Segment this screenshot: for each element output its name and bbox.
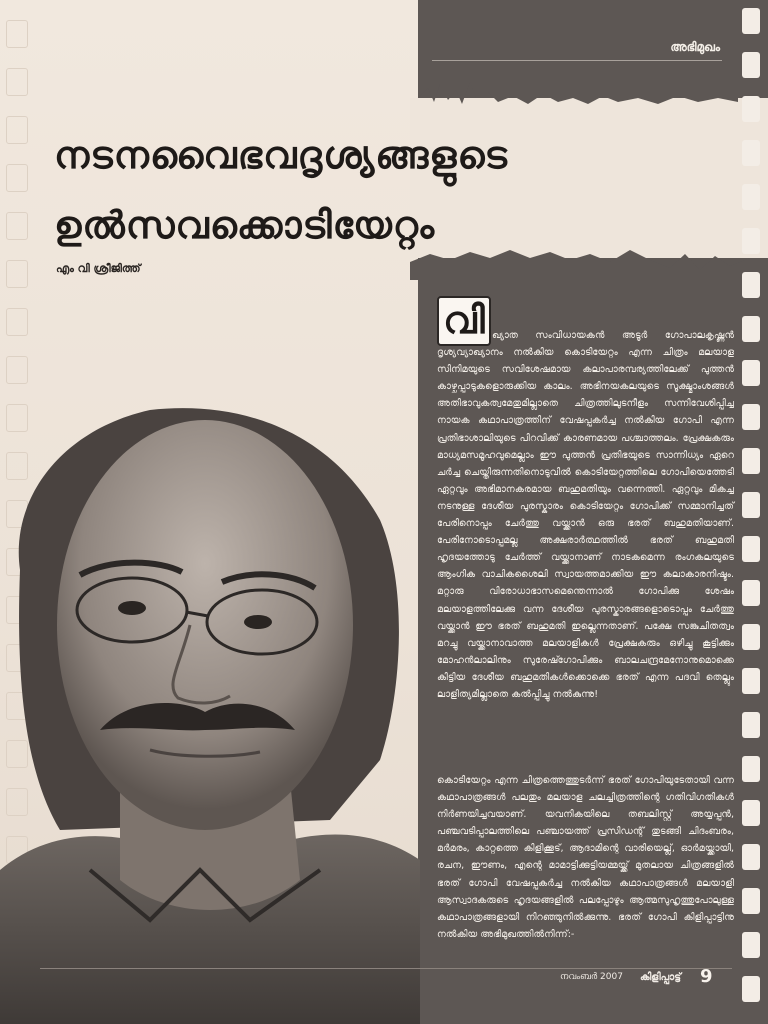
sprocket-hole <box>742 888 760 914</box>
footer-rule <box>40 968 732 969</box>
sprocket-hole <box>742 668 760 694</box>
ghost-sprocket <box>6 260 28 288</box>
sprocket-hole <box>742 932 760 958</box>
sprocket-hole <box>742 360 760 386</box>
headline <box>54 120 734 260</box>
film-sprockets <box>738 0 768 1024</box>
ghost-sprocket <box>6 308 28 336</box>
sprocket-hole <box>742 272 760 298</box>
ghost-sprocket <box>6 356 28 384</box>
portrait-photo <box>0 400 420 1024</box>
ghost-sprocket <box>6 68 28 96</box>
sprocket-hole <box>742 404 760 430</box>
article-paragraph-2: കൊടിയേറ്റം എന്ന ചിത്രത്തെത്തുടർന്ന് ഭരത് ഗോപിയുടേതായി വന്ന കഥാപാത്രങ്ങൾ പലതും മലയാള ചലച്ചിത്രത്തിന്റെ ഗതിവിഗതികൾ നിർണയിച്ചവയാണ്. യവനികയിലെ തബലിസ്റ്റ് അയ്യപ്പൻ, പഞ്ചവടിപ്പാലത്തിലെ പഞ്ചായത്ത് പ്രസിഡന്റ് തുടങ്ങി ചിദംബരം, മർമരം, കാറ്റത്തെ കിളിക്കൂട്, ആദാമിന്റെ വാരിയെല്ല്, ഓർമയ്ക്കായി, രചന, ഈണം, എന്റെ മാമാട്ടിക്കുട്ടിയമ്മയ്ക്ക് മുതലായ ചിത്രങ്ങളിൽ ഭരത് ഗോപി വേഷപ്പകർച്ച നൽകിയ കഥാപാത്രങ്ങൾ മലയാളി ആസ്വാദകരുടെ ഹൃദയങ്ങളിൽ പലപ്പോഴും ആത്മസുഹൃത്തുപോലുള്ള കഥാപാത്രങ്ങളായി നിറഞ്ഞുനിൽക്കുന്നു. ഭരത് ഗോപി കിളിപ്പാട്ടിനു നൽകിയ അഭിമുഖത്തിൽനിന്ന്:- <box>437 775 734 940</box>
sprocket-hole <box>742 448 760 474</box>
section-label: അഭിമുഖം <box>670 40 720 54</box>
article-paragraph-1: ഖ്യാത സംവിധായകൻ അടൂർ ഗോപാലകൃഷ്ണൻ ദൃശ്യവ്യാഖ്യാനം നൽകിയ കൊടിയേറ്റം എന്ന ചിത്രം മലയാള സിനിമയുടെ സവിശേഷമായ കലാപാരമ്പര്യത്തിലേക്ക് പുത്തൻ കാഴ്ചപ്പാടുകളൊരുക്കിയ കാലം. അഭിനയകലയുടെ സൂക്ഷ്മാംശങ്ങൾ അതിഭാവുകത്വമേതുമില്ലാതെ ചിത്രത്തിലുടനീളം സന്നിവേശിപ്പിച്ച നായക കഥാപാത്രത്തിന് വേഷപ്പകർച്ച നൽകിയ ഗോപി എന്ന പ്രതിഭാശാലിയുടെ പിറവിക്ക് കാരണമായ പശ്ചാത്തലം. പ്രേക്ഷകരും മാധ്യമസമൂഹവുമെല്ലാം ഈ പുത്തൻ പ്രതിഭയുടെ സാന്നിധ്യം ഏറെ ചർച്ച ചെയ്തിരുന്നതിനൊടുവിൽ കൊടിയേറ്റത്തിലെ ഗോപിയെത്തേടി ഏറ്റവും അഭിമാനകരമായ ബഹുമതിയും വന്നെത്തി. ഏറ്റവും മികച്ച നടനുള്ള ദേശീയ പുരസ്കാരം കൊടിയേറ്റം ഗോപിക്ക് സമ്മാനിച്ചത് പേരിനൊപ്പം ചേർത്തു വയ്ക്കാൻ ഒരു ഭരത് ബഹുമതിയാണ്. പേരിനോടൊപ്പമല്ല അക്ഷരാർത്ഥത്തിൽ ഭരത് ബഹുമതി ഹൃദയത്തോടു ചേർത്ത് വയ്ക്കാനാണ് നാടകമെന്ന രംഗകലയുടെ ആംഗിക വാചികശൈലി സ്വായത്തമാക്കിയ ഈ കലാകാരനിഷ്ടം. മറ്റാരു വിരോധാഭാസമെന്തെന്നാൽ ഗോപിക്കു ശേഷം മലയാളത്തിലേക്കു വന്ന ദേശീയ പുരസ്കാരങ്ങളൊടൊപ്പം ചേർത്തു വയ്ക്കാൻ ഈ ഭരത് ബഹുമതി ഇല്ലെന്നതാണ്. പക്ഷേ സങ്കുചിതത്വം മറച്ചു വയ്ക്കാനാവാത്ത മലയാളികൾ പ്രേക്ഷകരും ഒഴിച്ചു കൂട്ടിക്കും മോഹൻലാലിനും സുരേഷ്ഗോപിക്കും ബാലചന്ദ്രമേനോനുമൊക്കെ കിട്ടിയ ദേശീയ ബഹുമതികൾക്കൊക്കെ ഭരത് എന്ന പദവി തെല്ലും ലാളിത്യമില്ലാതെ കൽപ്പിച്ചു നൽകുന്നു! <box>437 330 734 700</box>
page-number: 9 <box>700 966 713 987</box>
ghost-sprocket <box>6 20 28 48</box>
sprocket-hole <box>742 492 760 518</box>
sprocket-hole <box>742 844 760 870</box>
ghost-sprocket <box>6 116 28 144</box>
footer-magazine-name: കിളിപ്പാട്ട് <box>640 972 681 983</box>
ghost-sprocket <box>6 212 28 240</box>
ghost-sprocket <box>6 164 28 192</box>
sprocket-hole <box>742 316 760 342</box>
drop-cap: വി <box>437 296 491 346</box>
section-rule <box>432 60 722 61</box>
sprocket-hole <box>742 140 760 166</box>
sprocket-hole <box>742 52 760 78</box>
sprocket-hole <box>742 976 760 1002</box>
byline: എം വി ശ്രീജിത്ത് <box>56 262 141 275</box>
sprocket-hole <box>742 712 760 738</box>
headline-line-2: ഉൽസവക്കൊടിയേറ്റം <box>54 203 436 247</box>
torn-edge-top <box>418 80 738 120</box>
sprocket-hole <box>742 536 760 562</box>
sprocket-hole <box>742 580 760 606</box>
sprocket-hole <box>742 800 760 826</box>
sprocket-hole <box>742 756 760 782</box>
sprocket-hole <box>742 228 760 254</box>
sprocket-hole <box>742 96 760 122</box>
sprocket-hole <box>742 624 760 650</box>
sprocket-hole <box>742 184 760 210</box>
footer-month: നവംബർ 2007 <box>560 972 623 982</box>
sprocket-hole <box>742 8 760 34</box>
headline-line-1: നടനവൈഭവദൃശ്യങ്ങളുടെ <box>54 133 508 177</box>
